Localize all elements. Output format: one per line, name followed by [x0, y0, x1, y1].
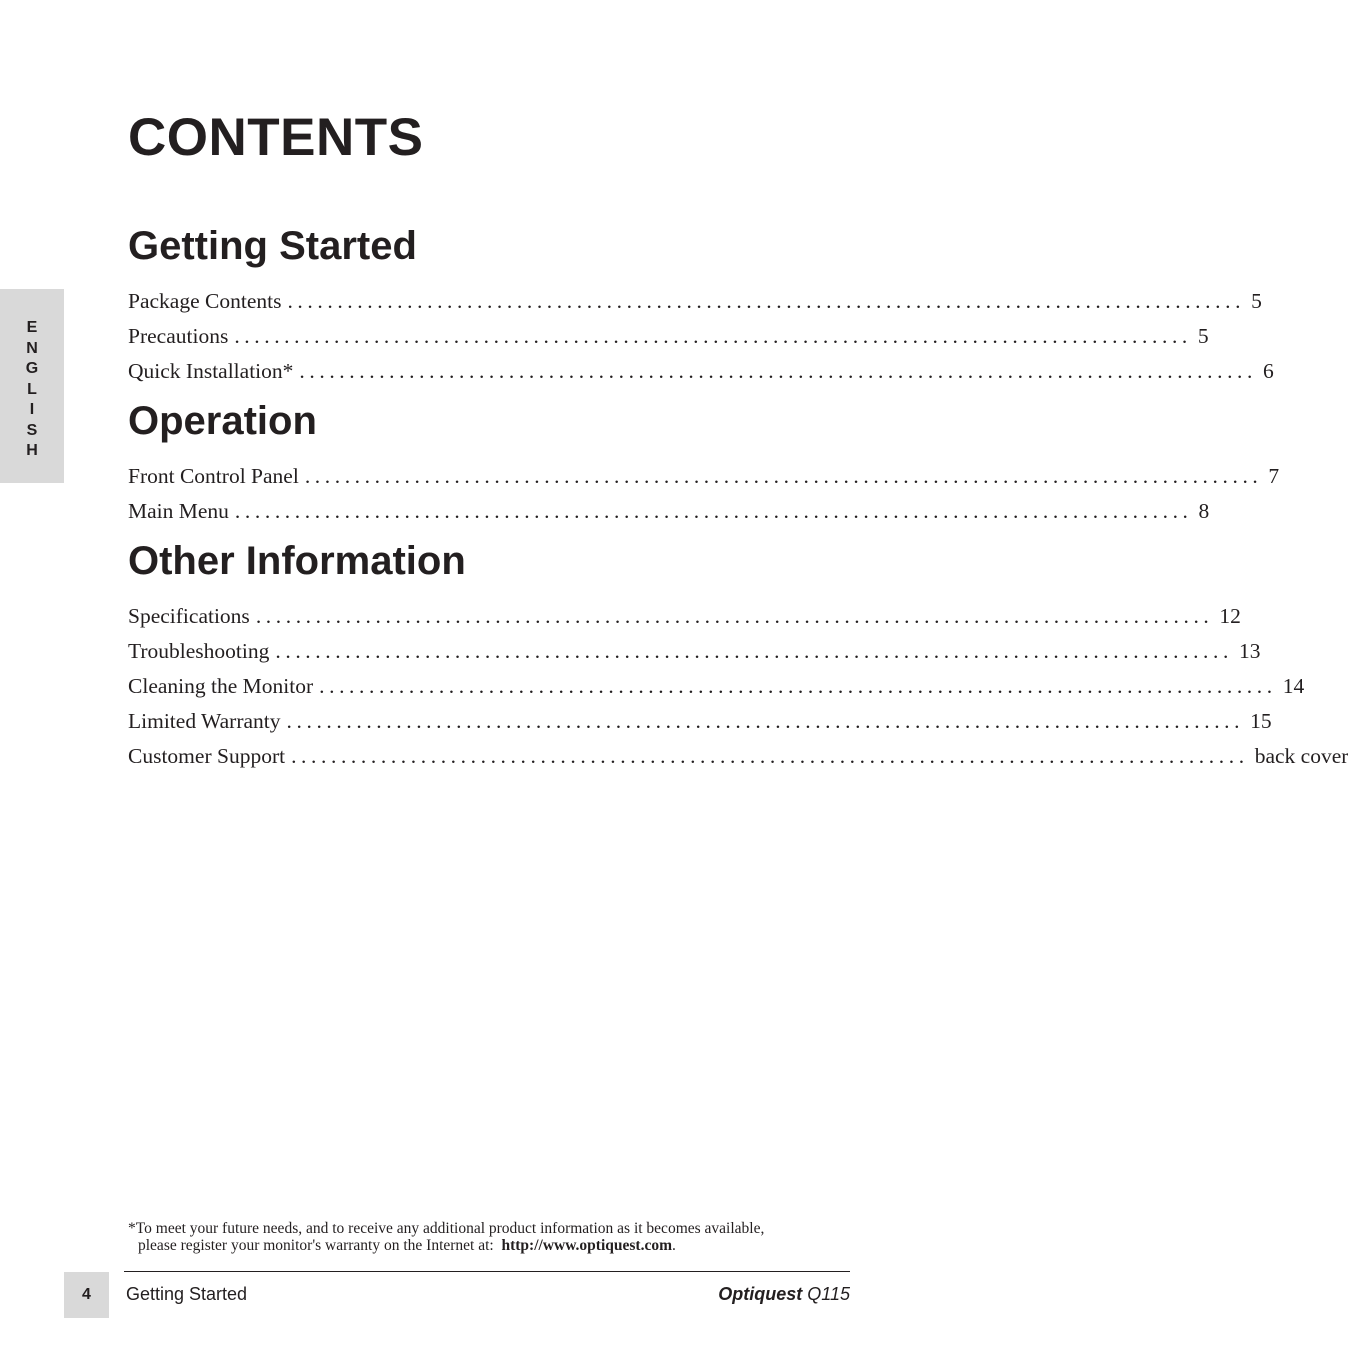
- dot-leader: ................................................................................................: [319, 674, 1277, 698]
- toc-list-getting-started: [128, 284, 1274, 389]
- section-heading-operation: Operation: [128, 399, 317, 443]
- language-tab-letter: N: [26, 339, 38, 357]
- dot-leader: ................................................................................................: [234, 499, 1193, 523]
- footnote-line-2-wrap: [128, 1237, 848, 1254]
- footnote-end: .: [672, 1237, 676, 1254]
- dot-leader: ................................................................................................: [275, 639, 1233, 663]
- language-tab-letter: G: [25, 360, 39, 377]
- language-tab: [0, 289, 64, 483]
- footnote: [128, 1220, 848, 1254]
- footer-model: Q115: [807, 1284, 850, 1304]
- dot-leader: ................................................................................................: [291, 744, 1249, 768]
- section-heading-getting-started: Getting Started: [128, 224, 417, 268]
- toc-entry-label: Main Menu: [128, 499, 229, 523]
- toc-entry-label: Specifications: [128, 604, 250, 628]
- footnote-line-1: *To meet your future needs, and to receive any additional product information as it becomes available,: [128, 1220, 765, 1237]
- language-tab-letter: E: [26, 319, 38, 336]
- language-tab-letter: H: [26, 442, 38, 459]
- toc-entry-page: 14: [1282, 674, 1305, 698]
- toc-entry[interactable]: [128, 459, 1280, 494]
- toc-entry[interactable]: [128, 494, 1210, 529]
- toc-entry-label: Limited Warranty: [128, 709, 281, 733]
- dot-leader: ................................................................................................: [255, 604, 1214, 628]
- toc-entry[interactable]: [128, 704, 1272, 739]
- page-title: CONTENTS: [128, 108, 424, 167]
- toc-entry[interactable]: [128, 599, 1241, 634]
- toc-entry-page: 15: [1250, 709, 1272, 733]
- section-heading-other-information: Other Information: [128, 539, 466, 583]
- toc-list-operation: [128, 459, 1280, 529]
- language-tab-letter: S: [26, 421, 38, 439]
- language-tab-letter: I: [29, 401, 35, 418]
- toc-entry[interactable]: [128, 634, 1261, 669]
- toc-entry-page: 13: [1238, 639, 1261, 663]
- toc-entry-page: 5: [1197, 324, 1209, 348]
- toc-entry[interactable]: [128, 739, 1348, 774]
- dot-leader: ................................................................................................: [287, 289, 1246, 313]
- footnote-line-2: please register your monitor's warranty on the Internet at:: [138, 1237, 494, 1254]
- dot-leader: ................................................................................................: [286, 709, 1245, 733]
- toc-entry-page: 5: [1251, 289, 1262, 313]
- toc-entry-label: Front Control Panel: [128, 464, 299, 488]
- toc-entry-label: Quick Installation*: [128, 359, 294, 383]
- dot-leader: ................................................................................................: [234, 324, 1192, 348]
- toc-list-other-information: [128, 599, 1348, 774]
- toc-entry-page: 7: [1268, 464, 1280, 488]
- footer-rule: [124, 1271, 850, 1272]
- page-number: 4: [64, 1272, 109, 1318]
- toc-entry-page: back cover: [1254, 744, 1348, 768]
- dot-leader: ................................................................................................: [299, 359, 1258, 383]
- footer-brand: Optiquest: [718, 1284, 803, 1304]
- language-tab-letter: L: [27, 380, 37, 398]
- footer-section-name: Getting Started: [126, 1284, 248, 1304]
- footer-product: [718, 1284, 850, 1304]
- toc-entry-label: Customer Support: [128, 744, 286, 768]
- toc-entry-label: Troubleshooting: [128, 639, 270, 663]
- dot-leader: ................................................................................................: [304, 464, 1263, 488]
- toc-entry-label: Precautions: [128, 324, 229, 348]
- toc-entry-page: 6: [1263, 359, 1274, 383]
- toc-entry[interactable]: [128, 284, 1262, 319]
- footnote-url-link[interactable]: http://www.optiquest.com: [501, 1237, 672, 1254]
- toc-entry[interactable]: [128, 669, 1305, 704]
- language-tab-letters: [0, 318, 64, 462]
- toc-entry-label: Cleaning the Monitor: [128, 674, 314, 698]
- toc-entry[interactable]: [128, 354, 1274, 389]
- toc-entry-page: 12: [1219, 604, 1241, 628]
- toc-entry-page: 8: [1198, 499, 1210, 523]
- toc-entry-label: Package Contents: [128, 289, 282, 313]
- toc-entry[interactable]: [128, 319, 1209, 354]
